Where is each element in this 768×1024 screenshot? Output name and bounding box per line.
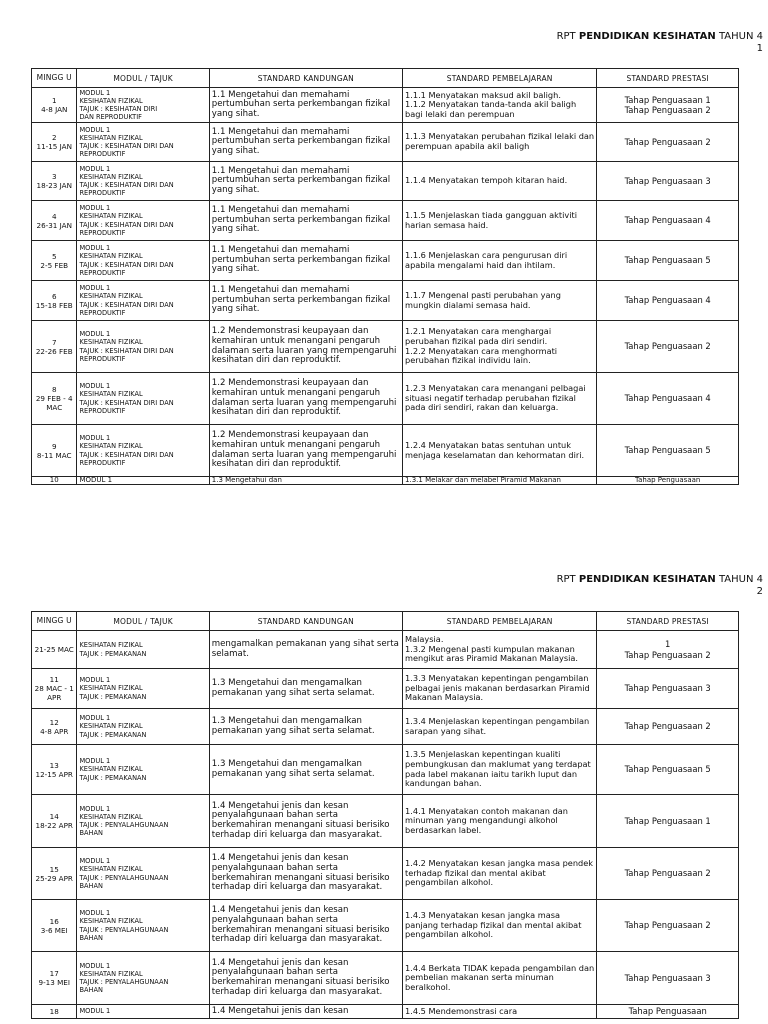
modul-line: KESIHATAN FIZIKAL [79, 765, 143, 774]
table-row [32, 795, 739, 848]
modul-cell [77, 631, 209, 669]
pembelajaran-item: 1.3.5 Menjelaskan kepentingan kualiti pembungkusan dan maklumat yang terdapat pada label makanan iaitu tarikh luput dan kandungan bahan. [405, 749, 591, 789]
table-row [32, 745, 739, 795]
week-number: 18 [49, 1007, 59, 1016]
standard-kandungan-cell: 1.4 Mengetahui jenis dan kesan [209, 1005, 402, 1019]
modul-cell [77, 848, 209, 900]
pembelajaran-item: 1.3.4 Menjelaskan kepentingan pengambilan sarapan yang sihat. [405, 715, 590, 736]
pembelajaran-item: 1.2.3 Menyatakan cara menangani pelbagai situasi negatif terhadap perubahan fizikal pada diri sendiri, rakan dan keluarga. [405, 383, 586, 413]
modul-line: REPRODUKTIF [79, 268, 126, 277]
modul-line: KESIHATAN FIZIKAL [79, 292, 143, 301]
week-date: 12-15 APR [35, 769, 73, 779]
tahap-penguasaan: Tahap Penguasaan 4 [624, 393, 711, 404]
week-number: 11 [49, 675, 59, 684]
table-header-row [32, 612, 739, 631]
modul-line: MODUL 1 [79, 804, 111, 813]
standard-prestasi-cell [597, 709, 739, 745]
modul-line: REPRODUKTIF [79, 406, 126, 415]
table-row [32, 241, 739, 281]
modul-line: TAJUK : KESIHATAN DIRI DAN [79, 346, 174, 355]
page-header-2 [363, 574, 763, 598]
modul-line: TAJUK : KESIHATAN DIRI DAN [79, 398, 174, 407]
modul-line: REPRODUKTIF [79, 189, 126, 198]
table-row [32, 848, 739, 900]
standard-pembelajaran-cell [403, 321, 597, 373]
week-date: 4-8 APR [40, 726, 69, 736]
pembelajaran-item: Malaysia. [405, 634, 444, 645]
modul-line: TAJUK : PENYALAHGUNAAN [79, 821, 169, 829]
modul-cell [77, 795, 209, 848]
header-prefix: RPT [556, 574, 576, 585]
modul-cell [77, 88, 209, 123]
week-date: 18-22 APR [35, 821, 73, 830]
pembelajaran-item: 1.1.3 Menyatakan perubahan fizikal lelaki dan perempuan apabila akil baligh [405, 131, 595, 151]
week-cell [32, 373, 77, 425]
week-number: 12 [49, 717, 59, 727]
col-standard-kandungan: STANDARD KANDUNGAN [209, 69, 402, 88]
week-cell [32, 321, 77, 373]
table-row [32, 321, 739, 373]
modul-line: MODUL 1 [79, 204, 111, 213]
tahap-penguasaan: Tahap Penguasaan 1 [624, 94, 711, 105]
week-cell [32, 201, 77, 241]
week-cell [32, 281, 77, 321]
week-date: 26-31 JAN [36, 220, 72, 230]
modul-line: REPRODUKTIF [79, 150, 126, 159]
modul-line: TAJUK : PEMAKANAN [79, 649, 147, 658]
week-cell [32, 745, 77, 795]
table-body-page-1 [32, 88, 739, 485]
col-minggu: MINGG U [32, 612, 77, 631]
standard-pembelajaran-cell [403, 952, 597, 1005]
week-date: 8-11 MAC [36, 450, 72, 460]
header-suffix: TAHUN 4 [718, 31, 763, 42]
week-number: 14 [49, 812, 59, 821]
standard-prestasi-cell [597, 162, 739, 201]
tahap-penguasaan: Tahap Penguasaan 2 [624, 105, 711, 115]
col-standard-pembelajaran: STANDARD PEMBELAJARAN [403, 69, 597, 88]
modul-line: MODUL 1 [79, 476, 113, 484]
week-date: 29 FEB - 4 MAC [35, 394, 73, 412]
modul-line: KESIHATAN FIZIKAL [79, 338, 143, 347]
col-standard-kandungan: STANDARD KANDUNGAN [209, 612, 402, 631]
standard-pembelajaran-cell [403, 1005, 597, 1019]
modul-cell [77, 709, 209, 745]
week-number: 16 [49, 916, 59, 926]
standard-prestasi-cell [597, 1005, 739, 1019]
standard-prestasi-cell [597, 795, 739, 848]
modul-line: TAJUK : KESIHATAN DIRI DAN [79, 220, 174, 229]
standard-prestasi-cell [597, 669, 739, 709]
modul-line: DAN REPRODUKTIF [79, 113, 142, 122]
modul-line: TAJUK : KESIHATAN DIRI DAN [79, 300, 174, 309]
page-number: 1 [756, 43, 763, 54]
modul-cell [77, 123, 209, 162]
modul-cell [77, 669, 209, 709]
modul-line: KESIHATAN FIZIKAL [79, 212, 143, 221]
standard-pembelajaran-cell [403, 669, 597, 709]
week-cell [32, 425, 77, 477]
week-cell [32, 709, 77, 745]
tahap-penguasaan: Tahap Penguasaan [628, 1006, 707, 1017]
week-date: 9-13 MEI [38, 978, 70, 987]
standard-prestasi-cell [597, 373, 739, 425]
tahap-penguasaan: Tahap Penguasaan 2 [624, 341, 711, 352]
pembelajaran-item: 1.1.4 Menyatakan tempoh kitaran haid. [405, 175, 568, 186]
modul-line: MODUL 1 [79, 909, 111, 918]
table-body-page-2 [32, 631, 739, 1019]
modul-cell [77, 373, 209, 425]
tahap-penguasaan: Tahap Penguasaan 4 [624, 295, 711, 306]
week-date: 18-23 JAN [36, 181, 72, 190]
standard-prestasi-cell [597, 88, 739, 123]
modul-line: REPRODUKTIF [79, 458, 126, 467]
modul-cell [77, 952, 209, 1005]
standard-kandungan-cell: 1.1 Mengetahui dan memahami pertumbuhan serta perkembangan fizikal yang sihat. [209, 241, 402, 281]
tahap-penguasaan: Tahap Penguasaan 3 [624, 683, 711, 694]
pembelajaran-item: 1.2.4 Menyatakan batas sentuhan untuk menjaga keselamatan dan kehormatan diri. [405, 439, 585, 460]
standard-kandungan-cell: 1.3 Mengetahui dan mengamalkan pemakanan yang sihat serta selamat. [209, 745, 402, 795]
standard-prestasi-cell [597, 952, 739, 1005]
table-row [32, 123, 739, 162]
standard-pembelajaran-cell [403, 795, 597, 848]
modul-line: TAJUK : KESIHATAN DIRI DAN [79, 181, 174, 189]
modul-cell [77, 162, 209, 201]
modul-line: KESIHATAN FIZIKAL [79, 172, 143, 181]
week-date: 4-8 JAN [41, 105, 68, 114]
table-row [32, 373, 739, 425]
week-date: 2-5 FEB [40, 260, 69, 270]
week-date: 3-6 MEI [40, 925, 68, 935]
pembelajaran-item: 1.4.1 Menyatakan contoh makanan dan minuman yang mengandungi alkohol berdasarkan label. [405, 805, 568, 835]
standard-prestasi-cell [597, 900, 739, 952]
tahap-penguasaan: Tahap Penguasaan 5 [624, 255, 711, 266]
week-cell [32, 88, 77, 123]
modul-line: REPRODUKTIF [79, 228, 126, 237]
week-number: 6 [51, 291, 57, 301]
week-cell [32, 848, 77, 900]
col-modul-tajuk: MODUL / TAJUK [77, 612, 209, 631]
col-standard-pembelajaran: STANDARD PEMBELAJARAN [403, 612, 597, 631]
modul-line: KESIHATAN FIZIKAL [79, 133, 143, 142]
week-cell [32, 795, 77, 848]
modul-line: KESIHATAN FIZIKAL [79, 252, 143, 261]
standard-kandungan-cell: 1.2 Mendemonstrasi keupayaan dan kemahiran untuk menangani pengaruh dalaman serta luaran yang mempengaruhi kesihatan diri dan reproduktif. [209, 425, 402, 477]
col-minggu: MINGG U [32, 69, 77, 88]
standard-pembelajaran-cell [403, 477, 597, 485]
rpt-table-page-2 [31, 611, 739, 1019]
standard-pembelajaran-cell [403, 709, 597, 745]
table-row [32, 631, 739, 669]
page-number: 2 [756, 586, 763, 597]
table-row [32, 281, 739, 321]
table-row [32, 669, 739, 709]
pembelajaran-item: 1.1.1 Menyatakan maksud akil baligh. [405, 89, 561, 100]
pembelajaran-item: 1.2.1 Menyatakan cara menghargai perubahan fizikal pada diri sendiri. [405, 326, 552, 346]
week-cell [32, 477, 77, 485]
page-header-1 [363, 31, 763, 55]
week-number: 9 [51, 441, 57, 451]
table-header-row [32, 69, 739, 88]
modul-line: KESIHATAN FIZIKAL [79, 722, 143, 731]
modul-line: MODUL 1 [79, 714, 111, 723]
week-number: 1 [51, 96, 57, 105]
modul-line: TAJUK : PEMAKANAN [79, 730, 147, 739]
modul-line: REPRODUKTIF [79, 308, 126, 317]
week-cell [32, 900, 77, 952]
header-title: PENDIDIKAN KESIHATAN [578, 31, 716, 42]
standard-kandungan-cell: 1.4 Mengetahui jenis dan kesan penyalahgunaan bahan serta berkemahiran menangani situasi berisiko terhadap diri keluarga dan masyarakat. [209, 952, 402, 1005]
modul-line: BAHAN [79, 829, 103, 838]
standard-prestasi-cell [597, 123, 739, 162]
week-date: 25-29 APR [35, 873, 73, 883]
pembelajaran-item: 1.1.7 Mengenal pasti perubahan yang mungkin dialami semasa haid. [405, 289, 561, 310]
modul-line: MODUL 1 [79, 857, 111, 866]
standard-prestasi-cell [597, 201, 739, 241]
modul-line: MODUL 1 [79, 757, 111, 766]
week-cell [32, 123, 77, 162]
modul-line: MODUL 1 [79, 244, 111, 253]
modul-line: REPRODUKTIF [79, 354, 126, 363]
pembelajaran-item: 1.4.5 Mendemonstrasi cara [405, 1005, 518, 1016]
modul-line: KESIHATAN FIZIKAL [79, 812, 143, 821]
standard-kandungan-cell: 1.4 Mengetahui jenis dan kesan penyalahgunaan bahan serta berkemahiran menangani situasi berisiko terhadap diri keluarga dan masyarakat. [209, 848, 402, 900]
table-row [32, 477, 739, 485]
week-number: 13 [49, 760, 59, 770]
modul-line: BAHAN [79, 881, 103, 890]
standard-kandungan-cell: 1.1 Mengetahui dan memahami pertumbuhan serta perkembangan fizikal yang sihat. [209, 162, 402, 201]
standard-kandungan-cell: 1.4 Mengetahui jenis dan kesan penyalahgunaan bahan serta berkemahiran menangani situasi berisiko terhadap diri keluarga dan masyarakat. [209, 900, 402, 952]
modul-line: TAJUK : PENYALAHGUNAAN [79, 978, 169, 986]
modul-line: KESIHATAN FIZIKAL [79, 865, 143, 874]
modul-cell [77, 900, 209, 952]
modul-line: TAJUK : PEMAKANAN [79, 773, 147, 782]
standard-pembelajaran-cell [403, 425, 597, 477]
week-cell [32, 952, 77, 1005]
modul-line: KESIHATAN FIZIKAL [79, 917, 143, 926]
modul-line: TAJUK : KESIHATAN DIRI [79, 105, 158, 113]
tahap-penguasaan: Tahap Penguasaan 2 [624, 649, 711, 660]
standard-pembelajaran-cell [403, 745, 597, 795]
modul-line: MODUL 1 [79, 1007, 111, 1016]
pembelajaran-item: 1.4.2 Menyatakan kesan jangka masa pendek terhadap fizikal dan mental akibat pengambilan alkohol. [405, 858, 594, 888]
standard-prestasi-cell [597, 848, 739, 900]
tahap-penguasaan: Tahap Penguasaan 2 [624, 920, 711, 931]
table-row [32, 952, 739, 1005]
standard-kandungan-cell: 1.3 Mengetahui dan mengamalkan pemakanan yang sihat serta selamat. [209, 669, 402, 709]
standard-pembelajaran-cell [403, 241, 597, 281]
pembelajaran-item: 1.3.2 Mengenal pasti kumpulan makanan mengikut aras Piramid Makanan Malaysia. [405, 643, 579, 664]
week-date: 11-15 JAN [36, 142, 72, 151]
table-row [32, 88, 739, 123]
week-cell [32, 669, 77, 709]
standard-pembelajaran-cell [403, 201, 597, 241]
standard-pembelajaran-cell [403, 848, 597, 900]
standard-pembelajaran-cell [403, 373, 597, 425]
modul-line: MODUL 1 [79, 434, 111, 443]
week-cell [32, 1005, 77, 1019]
modul-line: KESIHATAN FIZIKAL [79, 442, 143, 451]
col-standard-prestasi: STANDARD PRESTASI [597, 69, 739, 88]
standard-prestasi-cell [597, 477, 739, 485]
tahap-penguasaan: Tahap Penguasaan 2 [624, 136, 711, 147]
week-number: 2 [51, 133, 57, 142]
standard-prestasi-cell [597, 745, 739, 795]
pembelajaran-item: 1.2.2 Menyatakan cara menghormati perubahan fizikal individu lain. [405, 345, 558, 366]
col-modul-tajuk: MODUL / TAJUK [77, 69, 209, 88]
tahap-penguasaan: Tahap Penguasaan 2 [624, 721, 711, 732]
pembelajaran-item: 1.4.4 Berkata TIDAK kepada pengambilan dan pembelian makanan serta minuman beralkohol. [405, 962, 595, 992]
header-prefix: RPT [556, 31, 576, 42]
week-cell [32, 162, 77, 201]
modul-cell [77, 201, 209, 241]
standard-kandungan-cell: 1.3 Mengetahui dan [209, 477, 402, 485]
table-row [32, 425, 739, 477]
modul-cell [77, 425, 209, 477]
table-row [32, 201, 739, 241]
week-date: 28 MAC - 1 APR [34, 684, 74, 702]
week-number: 4 [51, 211, 57, 221]
week-number: 10 [49, 476, 59, 484]
tahap-penguasaan: Tahap Penguasaan [635, 476, 701, 484]
standard-kandungan-cell: 1.4 Mengetahui jenis dan kesan penyalahgunaan bahan serta berkemahiran menangani situasi berisiko terhadap diri keluarga dan masyarakat. [209, 795, 402, 848]
week-cell [32, 631, 77, 669]
modul-line: BAHAN [79, 986, 103, 995]
tahap-penguasaan: Tahap Penguasaan 5 [624, 445, 711, 456]
standard-kandungan-cell: 1.1 Mengetahui dan memahami pertumbuhan serta perkembangan fizikal yang sihat. [209, 88, 402, 123]
week-number: 17 [49, 969, 59, 978]
standard-kandungan-cell: 1.2 Mendemonstrasi keupayaan dan kemahiran untuk menangani pengaruh dalaman serta luaran yang mempengaruhi kesihatan diri dan reproduktif. [209, 373, 402, 425]
modul-line: TAJUK : KESIHATAN DIRI DAN [79, 142, 174, 150]
header-suffix: TAHUN 4 [718, 574, 763, 585]
week-date: 21-25 MAC [34, 645, 74, 654]
table-row [32, 709, 739, 745]
pembelajaran-item: 1.1.6 Menjelaskan cara pengurusan diri apabila mengalami haid dan ihtilam. [405, 249, 568, 270]
modul-cell [77, 745, 209, 795]
standard-prestasi-cell [597, 425, 739, 477]
standard-kandungan-cell: 1.1 Mengetahui dan memahami pertumbuhan serta perkembangan fizikal yang sihat. [209, 281, 402, 321]
modul-line: MODUL 1 [79, 164, 111, 173]
modul-cell [77, 281, 209, 321]
table-row [32, 1005, 739, 1019]
standard-pembelajaran-cell [403, 162, 597, 201]
tahap-penguasaan: Tahap Penguasaan 2 [624, 868, 711, 879]
week-cell [32, 241, 77, 281]
modul-line: TAJUK : KESIHATAN DIRI DAN [79, 450, 174, 459]
modul-line: MODUL 1 [79, 330, 111, 339]
tahap-penguasaan: Tahap Penguasaan 3 [624, 972, 711, 983]
modul-cell [77, 477, 209, 485]
tahap-penguasaan: Tahap Penguasaan 4 [624, 215, 711, 226]
week-number: 15 [49, 864, 59, 874]
modul-line: BAHAN [79, 933, 103, 942]
pembelajaran-item: 1.3.1 Melakar dan melabel Piramid Makanan [405, 476, 561, 484]
tahap-penguasaan: Tahap Penguasaan 1 [624, 815, 711, 826]
standard-kandungan-cell: 1.1 Mengetahui dan memahami pertumbuhan serta perkembangan fizikal yang sihat. [209, 201, 402, 241]
modul-line: MODUL 1 [79, 676, 111, 685]
table-row [32, 162, 739, 201]
week-number: 3 [51, 172, 57, 181]
modul-line: MODUL 1 [79, 284, 111, 293]
standard-kandungan-cell: 1.1 Mengetahui dan memahami pertumbuhan serta perkembangan fizikal yang sihat. [209, 123, 402, 162]
standard-pembelajaran-cell [403, 88, 597, 123]
modul-line: TAJUK : PENYALAHGUNAAN [79, 873, 169, 882]
standard-kandungan-cell: 1.3 Mengetahui dan mengamalkan pemakanan yang sihat serta selamat. [209, 709, 402, 745]
standard-prestasi-cell [597, 631, 739, 669]
col-standard-prestasi: STANDARD PRESTASI [597, 612, 739, 631]
modul-line: KESIHATAN FIZIKAL [79, 390, 143, 399]
modul-line: KESIHATAN FIZIKAL [79, 641, 143, 650]
standard-prestasi-cell [597, 241, 739, 281]
week-number: 7 [51, 337, 57, 347]
modul-cell [77, 321, 209, 373]
tahap-penguasaan: Tahap Penguasaan 3 [624, 175, 711, 186]
standard-pembelajaran-cell [403, 900, 597, 952]
modul-line: MODUL 1 [79, 382, 111, 391]
standard-pembelajaran-cell [403, 281, 597, 321]
week-number: 8 [51, 385, 57, 394]
pembelajaran-item: 1.4.3 Menyatakan kesan jangka masa panjang terhadap fizikal dan mental akibat pengambilan alkohol. [405, 910, 582, 940]
pembelajaran-item: 1.1.5 Menjelaskan tiada gangguan aktiviti harian semasa haid. [405, 209, 578, 230]
rpt-table-page-1 [31, 68, 739, 485]
modul-line: KESIHATAN FIZIKAL [79, 96, 143, 105]
header-title: PENDIDIKAN KESIHATAN [578, 574, 716, 585]
standard-kandungan-cell: 1.2 Mendemonstrasi keupayaan dan kemahiran untuk menangani pengaruh dalaman serta luaran yang mempengaruhi kesihatan diri dan reproduktif. [209, 321, 402, 373]
modul-line: TAJUK : PENYALAHGUNAAN [79, 925, 169, 934]
modul-cell [77, 1005, 209, 1019]
tahap-penguasaan: 1 [665, 639, 671, 649]
standard-kandungan-cell: mengamalkan pemakanan yang sihat serta selamat. [209, 631, 402, 669]
tahap-penguasaan: Tahap Penguasaan 5 [624, 764, 711, 775]
pembelajaran-item: 1.3.3 Menyatakan kepentingan pengambilan pelbagai jenis makanan berdasarkan Piramid Makanan Malaysia. [405, 673, 590, 703]
modul-line: MODUL 1 [79, 88, 111, 97]
modul-cell [77, 241, 209, 281]
week-date: 15-18 FEB [35, 300, 73, 310]
modul-line: MODUL 1 [79, 961, 111, 970]
modul-line: KESIHATAN FIZIKAL [79, 684, 143, 693]
modul-line: MODUL 1 [79, 125, 111, 134]
table-row [32, 900, 739, 952]
standard-pembelajaran-cell [403, 123, 597, 162]
standard-prestasi-cell [597, 321, 739, 373]
week-date: 22-26 FEB [35, 346, 73, 356]
standard-prestasi-cell [597, 281, 739, 321]
modul-line: TAJUK : PEMAKANAN [79, 692, 147, 701]
modul-line: KESIHATAN FIZIKAL [79, 969, 143, 978]
week-number: 5 [51, 251, 57, 261]
standard-pembelajaran-cell [403, 631, 597, 669]
pembelajaran-item: 1.1.2 Menyatakan tanda-tanda akil baligh bagi lelaki dan perempuan [405, 99, 577, 119]
modul-line: TAJUK : KESIHATAN DIRI DAN [79, 260, 174, 269]
